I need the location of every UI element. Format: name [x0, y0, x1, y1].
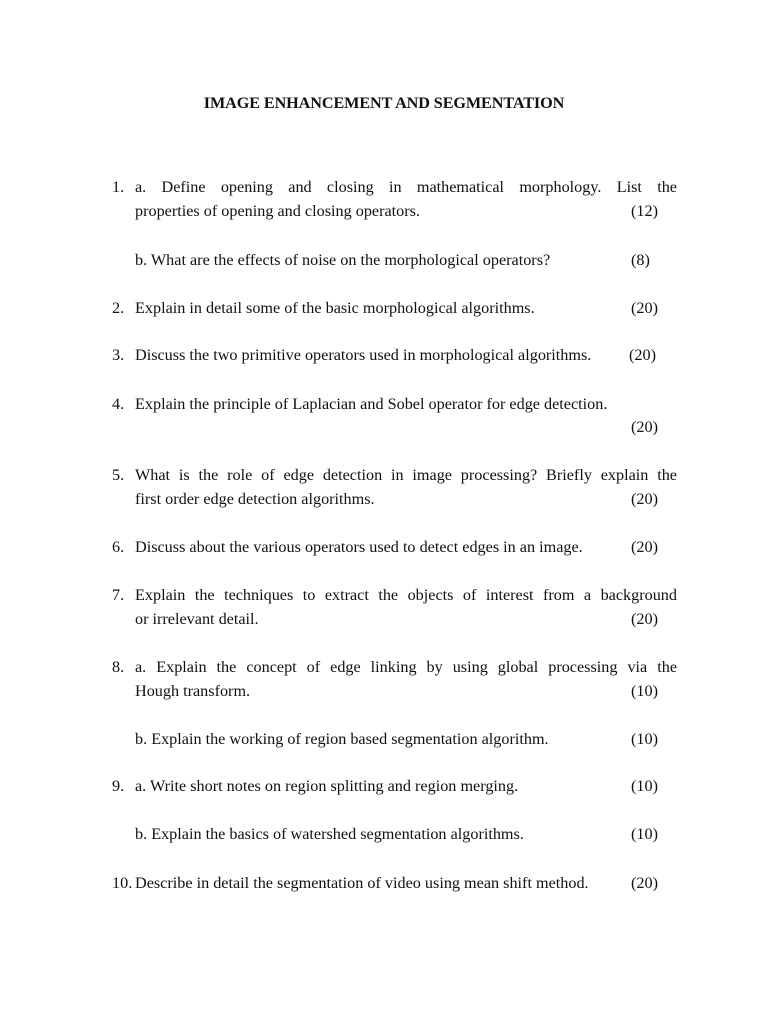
- question-text-line: b. Explain the basics of watershed segmentation algorithms.: [135, 825, 524, 843]
- marks-label: (20): [629, 346, 656, 364]
- marks-label: (10): [631, 825, 658, 843]
- marks-label: (8): [631, 251, 650, 269]
- marks-label: (20): [631, 538, 658, 556]
- question-number: 9.: [112, 777, 125, 795]
- question-text-line: Hough transform.: [135, 682, 251, 700]
- marks-label: (20): [631, 299, 658, 317]
- question-text-line: or irrelevant detail.: [135, 610, 259, 628]
- marks-label: (20): [631, 874, 658, 892]
- question-text-line: Discuss the two primitive operators used in morphological algorithms.: [135, 346, 592, 364]
- question-number: 3.: [112, 346, 125, 364]
- question-text-line: first order edge detection algorithms.: [135, 490, 375, 508]
- question-text-line: b. Explain the working of region based segmentation algorithm.: [135, 730, 549, 748]
- question-number: 10.: [112, 874, 133, 892]
- marks-label: (10): [631, 682, 658, 700]
- page-title: IMAGE ENHANCEMENT AND SEGMENTATION: [203, 94, 565, 112]
- marks-label: (10): [631, 730, 658, 748]
- question-text-line: Explain the principle of Laplacian and Sobel operator for edge detection.: [135, 395, 608, 413]
- question-number: 1.: [112, 178, 125, 196]
- marks-label: (10): [631, 777, 658, 795]
- question-text-line: properties of opening and closing operators.: [135, 202, 421, 220]
- question-number: 2.: [112, 299, 125, 317]
- question-number: 5.: [112, 466, 125, 484]
- question-text-line: Describe in detail the segmentation of video using mean shift method.: [135, 874, 589, 892]
- question-text-line: a. Define opening and closing in mathematical morphology. List the: [135, 178, 677, 196]
- question-text-line: What is the role of edge detection in image processing? Briefly explain the: [135, 466, 677, 484]
- marks-label: (20): [631, 490, 658, 508]
- question-text-line: Explain in detail some of the basic morphological algorithms.: [135, 299, 535, 317]
- marks-label: (20): [631, 418, 658, 436]
- question-text-line: Discuss about the various operators used to detect edges in an image.: [135, 538, 583, 556]
- question-text-line: a. Write short notes on region splitting and region merging.: [135, 777, 519, 795]
- question-number: 4.: [112, 395, 125, 413]
- question-text-line: a. Explain the concept of edge linking by using global processing via the: [135, 658, 677, 676]
- question-number: 6.: [112, 538, 125, 556]
- question-number: 8.: [112, 658, 125, 676]
- marks-label: (12): [631, 202, 658, 220]
- question-number: 7.: [112, 586, 125, 604]
- question-text-line: Explain the techniques to extract the objects of interest from a background: [135, 586, 677, 604]
- question-text-line: b. What are the effects of noise on the morphological operators?: [135, 251, 551, 269]
- marks-label: (20): [631, 610, 658, 628]
